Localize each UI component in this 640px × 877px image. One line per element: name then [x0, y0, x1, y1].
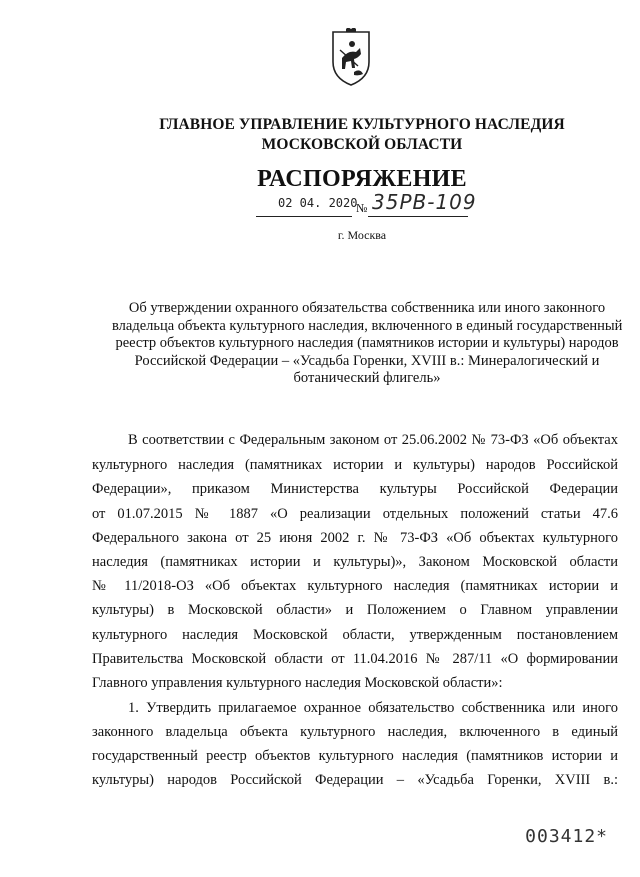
- body-line: наследия (памятниках истории и культуры)», Законом Московской области: [92, 554, 618, 570]
- subject-line: реестр объектов культурного наследия (памятников истории и культуры) народов: [115, 335, 619, 351]
- body-line: Федерации», приказом Министерства культуры Российской Федерации: [92, 481, 618, 497]
- order-number: 35РВ-109: [372, 190, 477, 214]
- org-name-line-2: МОСКОВСКОЙ ОБЛАСТИ: [261, 136, 463, 153]
- city: г. Москва: [337, 228, 387, 242]
- body-line: культурного наследия Московской области, утвержденным постановлением: [92, 627, 618, 643]
- body-line: В соответствии с Федеральным законом от 25.06.2002 № 73-ФЗ «Об объектах: [128, 432, 618, 448]
- moscow-region-emblem-icon: [330, 28, 372, 88]
- order-date: 02 04. 2020: [278, 196, 358, 210]
- order-subject: [112, 300, 622, 388]
- number-underline: [368, 216, 468, 217]
- number-sign: №: [356, 201, 368, 215]
- body-line: государственный реестр объектов культурного наследия (памятников истории и: [92, 748, 618, 764]
- date-underline: [256, 216, 352, 217]
- body-line: культуры) в Московской области» и Положением о Главном управлении: [92, 602, 618, 618]
- subject-line: владельца объекта культурного наследия, включенного в единый государственный: [112, 317, 623, 334]
- body-line: культурного наследия (памятниках истории и культуры) народов Российской: [92, 457, 618, 473]
- document-type-title: РАСПОРЯЖЕНИЕ: [257, 166, 467, 192]
- body-line: 1. Утвердить прилагаемое охранное обязательство собственника или иного: [128, 700, 618, 716]
- org-name-line-1: ГЛАВНОЕ УПРАВЛЕНИЕ КУЛЬТУРНОГО НАСЛЕДИЯ: [159, 116, 565, 133]
- subject-line: Российской Федерации – «Усадьба Горенки, XVIII в.: Минералогический и: [134, 352, 600, 369]
- body-line: Федерального закона от 25 июня 2002 г. № 73-ФЗ «Об объектах культурного: [92, 530, 618, 546]
- body-line: Главного управления культурного наследия Московской области»:: [92, 675, 503, 691]
- body-line: законного владельца объекта культурного наследия, включенного в единый: [92, 724, 618, 740]
- body-line: от 01.07.2015 № 1887 «О реализации отдельных положений статьи 47.6: [92, 506, 618, 522]
- subject-line: Об утверждении охранного обязательства собственника или иного законного: [128, 300, 606, 316]
- subject-line: ботанический флигель»: [293, 370, 441, 386]
- body-line: № 11/2018-ОЗ «Об объектах культурного наследия (памятниках истории и: [92, 578, 618, 594]
- serial-number-stamp: 003412*: [525, 826, 608, 847]
- body-line: Правительства Московской области от 11.04.2016 № 287/11 «О формировании: [92, 651, 618, 667]
- body-line: культуры) народов Российской Федерации – «Усадьба Горенки, XVIII в.:: [92, 772, 618, 788]
